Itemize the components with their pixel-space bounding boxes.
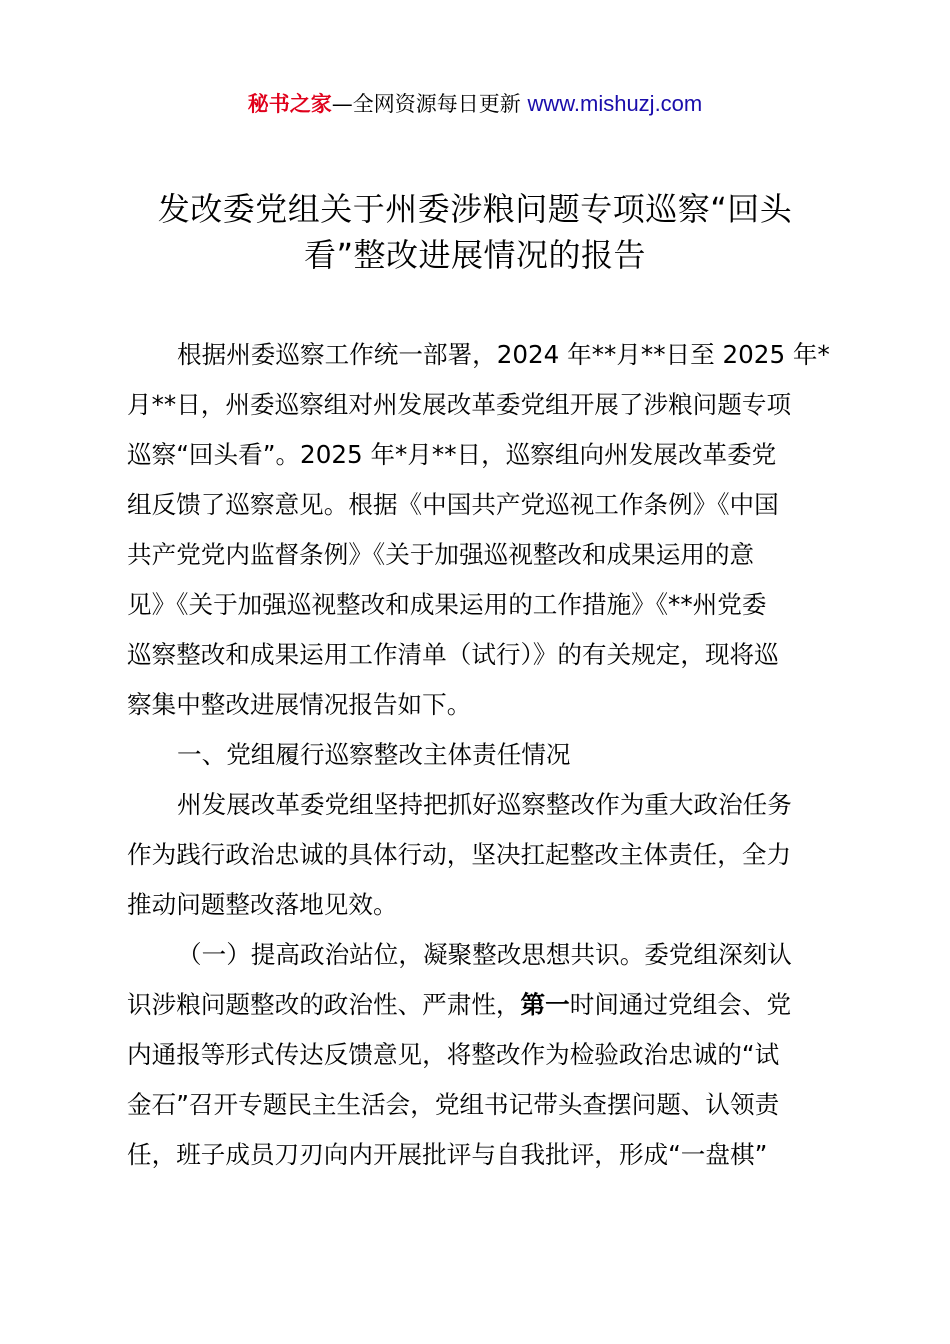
- text-line: 月**日，州委巡察组对州发展改革委党组开展了涉粮问题专项: [127, 390, 792, 419]
- text-line: 察集中整改进展情况报告如下。: [127, 690, 472, 719]
- document-title: [110, 186, 840, 278]
- text-segment: 识涉粮问题整改的政治性、严肃性，: [127, 990, 521, 1019]
- title-line-2: 看”整改进展情况的报告: [303, 236, 647, 274]
- text-line: 金石”召开专题民主生活会，党组书记带头查摆问题、认领责: [127, 1090, 780, 1119]
- site-brand: 秘书之家: [247, 92, 332, 116]
- paragraph-subsection-1: [127, 930, 837, 1180]
- text-segment: 时间通过党组会、党: [569, 990, 792, 1019]
- text-line: 任，班子成员刀刃向内开展批评与自我批评，形成“一盘棋”: [127, 1140, 768, 1169]
- text-line: 推动问题整改落地见效。: [127, 890, 398, 919]
- text-line: 组反馈了巡察意见。根据《中国共产党巡视工作条例》《中国: [127, 490, 779, 519]
- text-line: 见》《关于加强巡视整改和成果运用的工作措施》《**州党委: [127, 590, 767, 619]
- document-body: [127, 330, 837, 1180]
- bold-text-segment: 第一: [520, 990, 570, 1019]
- text-line: （一）提高政治站位，凝聚整改思想共识。委党组深刻认: [177, 940, 792, 969]
- text-line: 根据州委巡察工作统一部署，2024 年**月**日至 2025 年*: [177, 340, 830, 369]
- site-header: [0, 88, 950, 120]
- text-line: 巡察整改和成果运用工作清单（试行）》的有关规定，现将巡: [127, 640, 779, 669]
- title-line-1: 发改委党组关于州委涉粮问题专项巡察“回头: [157, 190, 793, 228]
- text-line: 共产党党内监督条例》《关于加强巡视整改和成果运用的意: [127, 540, 755, 569]
- text-line: 巡察“回头看”。2025 年*月**日，巡察组向州发展改革委党: [127, 440, 777, 469]
- site-tagline: —全网资源每日更新: [331, 92, 528, 116]
- site-url-link[interactable]: www.mishuzj.com: [527, 91, 703, 116]
- text-line: 州发展改革委党组坚持把抓好巡察整改作为重大政治任务: [177, 790, 792, 819]
- text-line: 内通报等形式传达反馈意见，将整改作为检验政治忠诚的“试: [127, 1040, 780, 1069]
- text-line: [127, 980, 837, 1030]
- paragraph-section-1: [127, 780, 837, 930]
- text-line: 作为践行政治忠诚的具体行动，坚决扛起整改主体责任，全力: [127, 840, 792, 869]
- section-heading-1: 一、党组履行巡察整改主体责任情况: [177, 740, 571, 769]
- paragraph-intro: [127, 330, 837, 730]
